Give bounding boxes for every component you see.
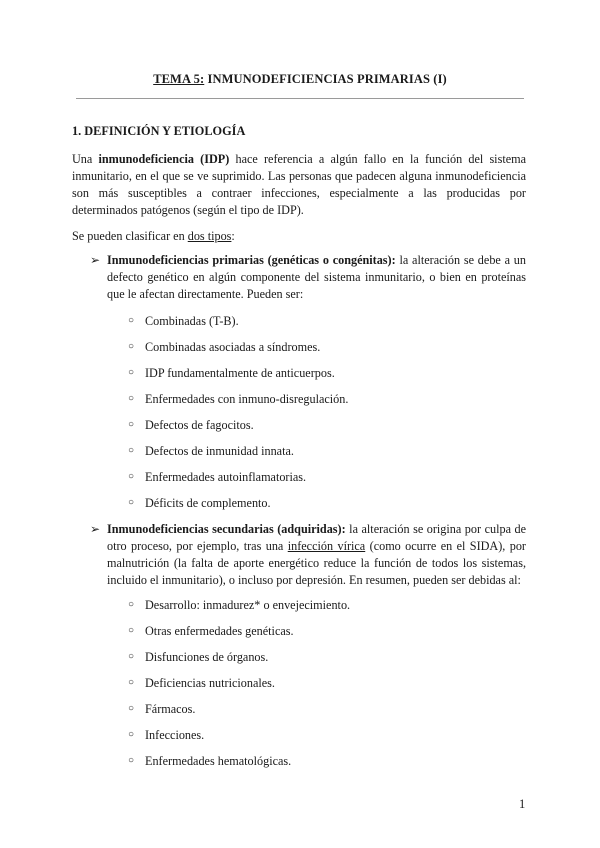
page-number: 1: [519, 797, 526, 811]
classification-paragraph: [72, 228, 526, 245]
circle-bullet-icon: ○: [128, 315, 135, 326]
list-item: ○ Fármacos.: [128, 702, 196, 716]
list-item: ○ Combinadas asociadas a síndromes.: [128, 340, 321, 354]
intro-text-end: hace referencia a algún fallo en la función del sistema inmunitario, en el que se ve suprimido. Las personas que padecen alguna inmunodeficiencia son más susceptibles a contraer infecciones, especialmente a las producidas por determinados patógenos (según el tipo de IDP).: [72, 152, 526, 217]
title-divider: [76, 98, 524, 99]
circle-bullet-icon: ○: [128, 651, 135, 662]
circle-bullet-icon: ○: [128, 497, 135, 508]
circle-bullet-icon: ○: [128, 471, 135, 482]
intro-text-start: Una: [72, 152, 99, 166]
secundarias-bullet: [90, 521, 526, 589]
dos-tipos-link: dos tipos: [187, 229, 232, 243]
intro-paragraph: [72, 151, 526, 219]
infeccion-virica-link: infección vírica: [287, 539, 366, 553]
list-item: ○ Déficits de complemento.: [128, 496, 271, 510]
circle-bullet-icon: ○: [128, 367, 135, 378]
circle-bullet-icon: ○: [128, 393, 135, 404]
list-item: ○ IDP fundamentalmente de anticuerpos.: [128, 366, 335, 380]
list-item: ○ Deficiencias nutricionales.: [128, 676, 275, 690]
list-item: ○ Defectos de fagocitos.: [128, 418, 254, 432]
arrow-bullet-icon: ➢: [90, 522, 101, 536]
arrow-bullet-icon: ➢: [90, 253, 101, 267]
circle-bullet-icon: ○: [128, 419, 135, 430]
secundarias-term: Inmunodeficiencias secundarias (adquiridas):: [107, 522, 346, 536]
list-item: ○ Desarrollo: inmadurez* o envejecimiento.: [128, 598, 351, 612]
section-heading: 1. DEFINICIÓN Y ETIOLOGÍA: [72, 124, 246, 138]
primarias-description: la alteración se debe a un defecto genético en algún componente del sistema inmunitario, o bien en proteínas que le afectan directamente. Pueden ser:: [107, 253, 526, 301]
circle-bullet-icon: ○: [128, 755, 135, 766]
circle-bullet-icon: ○: [128, 703, 135, 714]
title-rest: INMUNODEFICIENCIAS PRIMARIAS (I): [204, 72, 447, 86]
circle-bullet-icon: ○: [128, 625, 135, 636]
circle-bullet-icon: ○: [128, 729, 135, 740]
list-item: ○ Combinadas (T-B).: [128, 314, 239, 328]
classify-colon: :: [231, 229, 235, 243]
classify-text: Se pueden clasificar en: [72, 229, 188, 243]
primarias-term: Inmunodeficiencias primarias (genéticas o congénitas):: [107, 253, 396, 267]
circle-bullet-icon: ○: [128, 445, 135, 456]
intro-term: inmunodeficiencia (IDP): [98, 152, 230, 166]
list-item: ○ Enfermedades con inmuno-disregulación.: [128, 392, 349, 406]
list-item: ○ Defectos de inmunidad innata.: [128, 444, 294, 458]
circle-bullet-icon: ○: [128, 599, 135, 610]
document-title: [0, 72, 600, 87]
secundarias-description-end: (como ocurre en el SIDA), por malnutrición (la falta de aporte energético reduce la función de todos los sistemas, incluido el inmunitario), o incluso por depresión. En resumen, pueden ser debidas al:: [107, 539, 526, 587]
title-prefix: TEMA 5:: [153, 72, 205, 86]
circle-bullet-icon: ○: [128, 341, 135, 352]
list-item: ○ Infecciones.: [128, 728, 205, 742]
list-item: ○ Otras enfermedades genéticas.: [128, 624, 294, 638]
secundarias-description-start: la alteración se origina por culpa de otro proceso, por ejemplo, tras una: [107, 522, 527, 553]
list-item: ○ Disfunciones de órganos.: [128, 650, 269, 664]
list-item: ○ Enfermedades hematológicas.: [128, 754, 292, 768]
circle-bullet-icon: ○: [128, 677, 135, 688]
list-item: ○ Enfermedades autoinflamatorias.: [128, 470, 307, 484]
primarias-bullet: [90, 252, 526, 303]
